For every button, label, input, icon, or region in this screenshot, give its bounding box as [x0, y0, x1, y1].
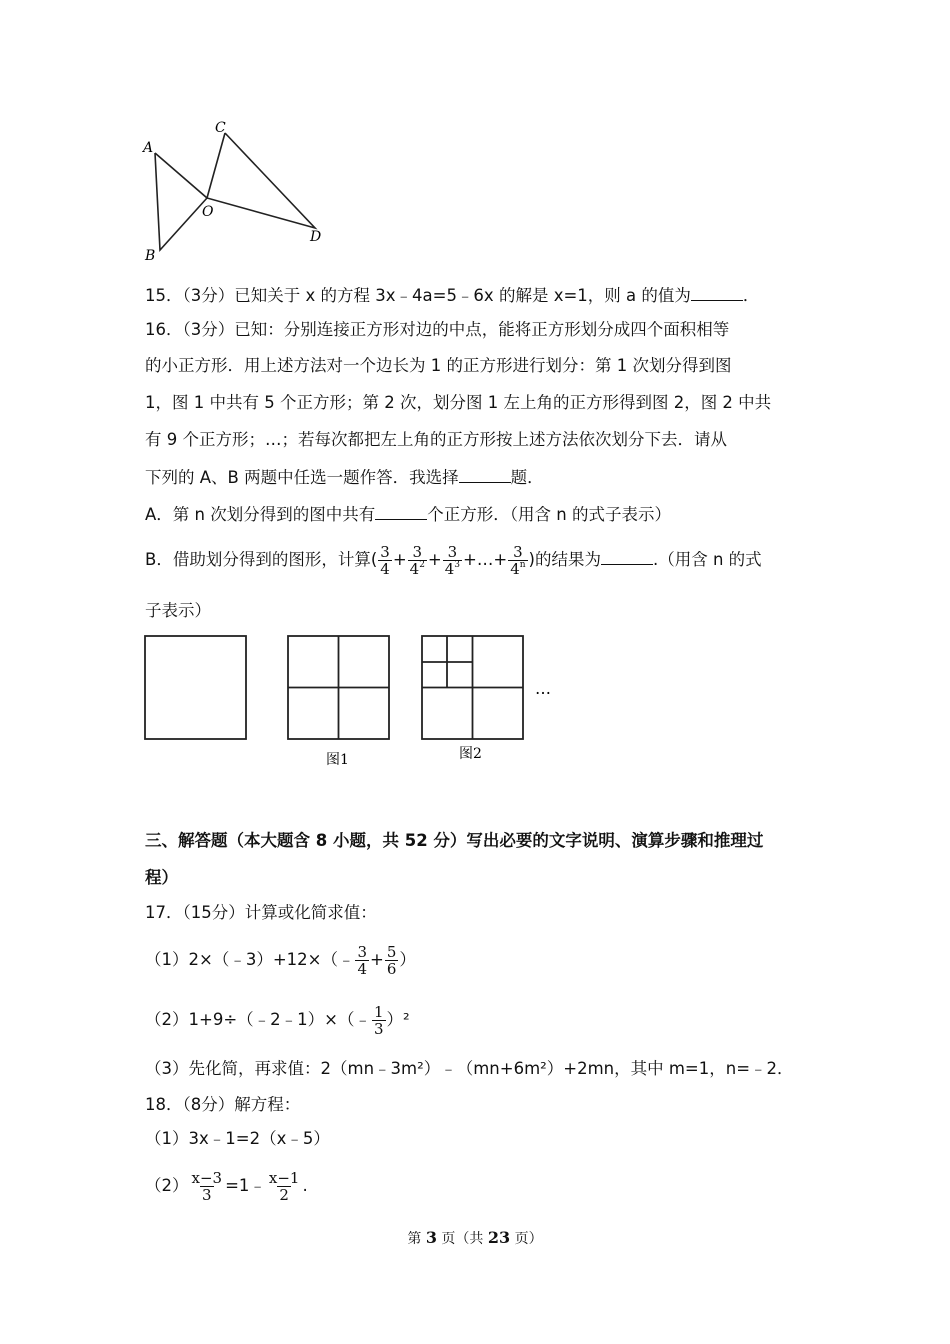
fraction: $\frac{x-1}{2}$	[268, 1169, 300, 1204]
fraction: $\frac{3}{4^n}$	[510, 543, 526, 578]
question-18-part-1: （1）3x﹣1=2（x﹣5）	[145, 1129, 330, 1148]
square-division-figure	[140, 630, 590, 775]
segment-a-b	[155, 153, 207, 250]
question-16-line1: 16．（3分）已知：分别连接正方形对边的中点，能将正方形划分成四个面积相等	[145, 320, 730, 339]
fraction: $\frac{5}{6}$	[386, 943, 397, 978]
question-17-title: 17．（15分）计算或化简求值：	[145, 903, 377, 922]
question-16-option-b-line2: 子表示）	[145, 601, 211, 620]
triangle-figure	[135, 115, 335, 265]
label-d: D	[310, 229, 322, 245]
question-16-option-b: B．借助划分得到的图形，计算( $\frac{3}{4}$ + $\frac{3}{4^2}$ + $\frac{3}{4^3}$ +…+ $\frac{3}{4^n}$ )的结果为 .（用含 n 的式	[145, 543, 762, 578]
segment-c-d	[207, 133, 315, 228]
question-16-line5: 下列的 A、B 两题中任选一题作答．我选择 题．	[145, 468, 544, 487]
figure-1-label: 图1	[326, 752, 349, 768]
label-c: C	[215, 120, 226, 136]
question-15: 15．（3分）已知关于 x 的方程 3x﹣4a=5﹣6x 的解是 x=1，则 a 的值为 ．	[145, 286, 760, 305]
question-16-line3: 1，图 1 中共有 5 个正方形；第 2 次，划分图 1 左上角的正方形得到图 2，图 2 中共	[145, 393, 772, 412]
answer-blank	[459, 466, 511, 483]
question-16-line2: 的小正方形．用上述方法对一个边长为 1 的正方形进行划分：第 1 次划分得到图	[145, 356, 732, 375]
question-18-title: 18．（8分）解方程：	[145, 1095, 301, 1114]
question-16-line4: 有 9 个正方形；…；若每次都把左上角的正方形按上述方法依次划分下去．请从	[145, 430, 727, 449]
question-17-part-3: （3）先化简，再求值：2（mn﹣3m²）﹣（mn+6m²）+2mn，其中 m=1，n=﹣2．	[145, 1059, 794, 1078]
question-17-part-1: （1）2×（﹣3）+12×（﹣ $\frac{3}{4}$ + $\frac{5}{6}$ ）	[145, 943, 416, 978]
fraction: $\frac{3}{4^2}$	[409, 543, 425, 578]
page-number: 3	[425, 1228, 437, 1247]
page-footer: 第 3 页（共 23 页）	[407, 1228, 543, 1247]
fraction: $\frac{3}{4}$	[380, 543, 390, 578]
figure-2-label: 图2	[459, 746, 482, 762]
total-pages: 23	[487, 1228, 511, 1247]
section-3-heading-line2: 程）	[145, 868, 178, 887]
question-16-option-a: A．第 n 次划分得到的图中共有 个正方形．（用含 n 的式子表示）	[145, 505, 671, 524]
label-o: O	[202, 204, 214, 220]
answer-blank	[601, 548, 653, 565]
ellipsis: …	[535, 679, 551, 698]
label-a: A	[143, 140, 154, 156]
label-b: B	[145, 248, 156, 264]
fraction: $\frac{x-3}{3}$	[191, 1169, 223, 1204]
fraction: $\frac{3}{4^3}$	[444, 543, 461, 578]
answer-blank	[375, 503, 427, 520]
question-17-part-2: （2）1+9÷（﹣2﹣1）×（﹣ $\frac{1}{3}$ ）²	[145, 1003, 410, 1038]
figure-original-square	[145, 636, 246, 739]
fraction: $\frac{1}{3}$	[373, 1003, 384, 1038]
fraction: $\frac{3}{4}$	[357, 943, 368, 978]
question-18-part-2: （2） $\frac{x-3}{3}$ =1﹣ $\frac{x-1}{2}$ .	[145, 1169, 308, 1204]
answer-blank	[691, 284, 743, 301]
section-3-heading-line1: 三、解答题（本大题含 8 小题，共 52 分）写出必要的文字说明、演算步骤和推理过	[145, 831, 764, 850]
